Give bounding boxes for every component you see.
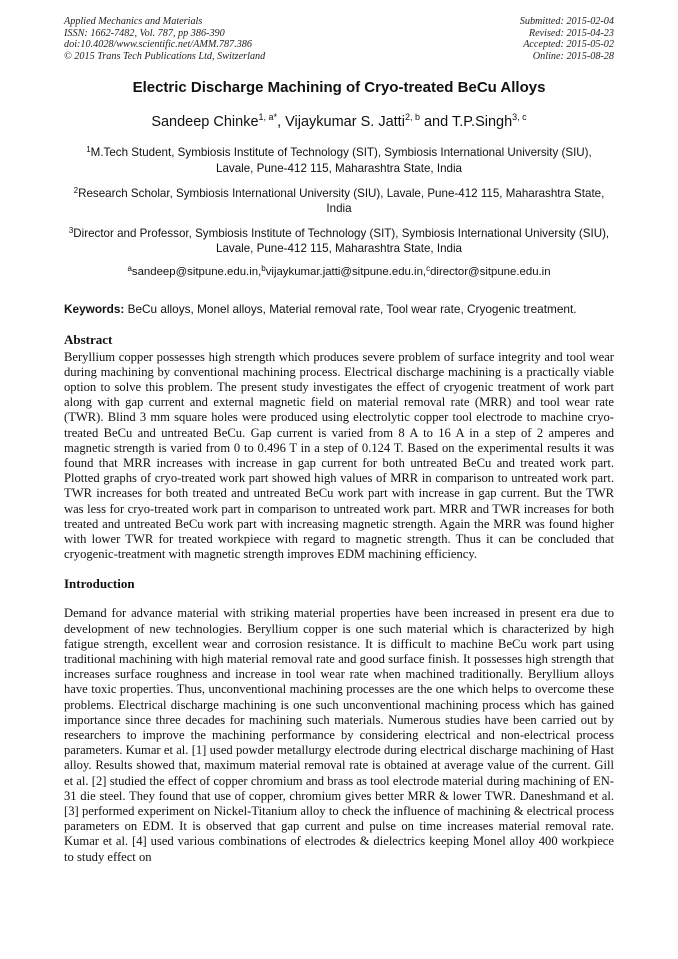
submission-dates <box>520 16 614 62</box>
author-separator: , <box>277 114 286 131</box>
author-name: Sandeep Chinke <box>151 114 259 131</box>
affiliation-text: Research Scholar, Symbiosis International University (SIU), Lavale, Pune-412 115, Maharashtra State, India <box>78 186 605 215</box>
journal-header <box>64 16 614 62</box>
paper-page <box>64 16 614 865</box>
affiliation-1 <box>64 145 614 175</box>
email-address[interactable]: vijaykumar.jatti@sitpune.edu.in, <box>265 265 427 278</box>
affiliation-2 <box>64 186 614 216</box>
affiliation-marker: 2 <box>73 185 79 195</box>
author-name: Vijaykumar S. Jatti <box>285 114 405 131</box>
journal-issn: ISSN: 1662-7482, Vol. 787, pp 386-390 <box>64 27 225 39</box>
journal-doi: doi:10.4028/www.scientific.net/AMM.787.386 <box>64 39 252 51</box>
author-list <box>64 114 614 130</box>
affiliation-marker: 3 <box>68 226 74 236</box>
email-address[interactable]: sandeep@sitpune.edu.in, <box>131 265 262 278</box>
abstract-heading: Abstract <box>64 331 113 347</box>
date-submitted: Submitted: 2015-02-04 <box>519 16 614 27</box>
email-marker: b <box>261 263 266 273</box>
journal-info <box>64 16 265 62</box>
introduction-heading: Introduction <box>64 576 135 592</box>
date-online: Online: 2015-08-28 <box>532 50 614 62</box>
journal-copyright: © 2015 Trans Tech Publications Ltd, Switzerland <box>64 50 266 62</box>
author-name: T.P.Singh <box>451 114 513 131</box>
author-superscript: 3, c <box>512 112 527 123</box>
affiliation-3 <box>64 226 614 256</box>
email-address[interactable]: director@sitpune.edu.in <box>430 265 551 278</box>
date-accepted: Accepted: 2015-05-02 <box>523 39 614 51</box>
keywords-text: BeCu alloys, Monel alloys, Material removal rate, Tool wear rate, Cryogenic treatment. <box>124 301 577 316</box>
keywords-label: Keywords: <box>64 301 125 316</box>
journal-name: Applied Mechanics and Materials <box>64 16 203 27</box>
author-separator: and <box>419 114 452 131</box>
affiliation-marker: 1 <box>86 145 91 155</box>
paper-title: Electric Discharge Machining of Cryo-treated BeCu Alloys <box>132 79 546 97</box>
affiliation-text: Director and Professor, Symbiosis Institute of Technology (SIT), Symbiosis International University (SIU), Lavale, Pune-412 115, Maharashtra State, India <box>73 227 610 256</box>
keywords <box>64 302 614 316</box>
author-superscript: 2, b <box>404 112 420 123</box>
email-list <box>64 263 614 278</box>
email-marker: a <box>127 263 132 273</box>
email-marker: c <box>426 263 431 273</box>
abstract-text: Beryllium copper possesses high strength which produces severe problem of surface integrity and tool wear during machining by conventional machining process. Electrical discharge machining is a practically viable option to solve this problem. The present study investigates the effect of cryogenic treatment of work part along with gap current and external magnetic field on material removal rate (MRR) and tool wear rate (TWR). Blind 3 mm square holes were produced using electrolytic copper tool electrode to machine cryo-treated BeCu and untreated BeCu. Gap current is varied from 8 A to 16 A in a step of 2 amperes and magnetic strength is varied from 0 to 0.496 T in a step of 0.124 T. Based on the experimental results it was found that MRR increases with increase in gap current for both untreated BeCu and treated work part. Plotted graphs of cryo-treated work part showed high values of MRR in comparison to untreated work part. TWR increases for both treated and untreated BeCu work part with increase in gap current. But the TWR was less for cryo-treated work part in comparison to untreated work part. MRR and TWR increases for both treated and untreated BeCu work part with increasing magnetic strength. Again the MRR was found higher with lower TWR for treated workpiece with regard to magnetic strength. Thus it can be concluded that cryogenic-treatment with magnetic strength improves EDM machining efficiency. <box>64 349 614 562</box>
affiliation-text: M.Tech Student, Symbiosis Institute of Technology (SIT), Symbiosis International University (SIU), Lavale, Pune-412 115, Maharashtra State, India <box>90 146 592 175</box>
date-revised: Revised: 2015-04-23 <box>528 27 614 39</box>
introduction-text: Demand for advance material with striking material properties have been increased in present era due to development of new technologies. Beryllium copper is one such material which is characterized by high fatigue strength, excellent wear and corrosion resistance. It is difficult to machine BeCu work part using traditional machining with high material removal rate and good surface finish. It possesses high strength that increases surface roughness and increase in tool wear rate when machined traditionally. Beryllium alloys have toxic properties. Thus, unconventional machining processes are the one which helps to overcome these problems. Electrical discharge machining is one such unconventional machining process which has gained importance since three decades for machining such materials. Numerous studies have been carried out by researchers to improve the machining performance by considering electrical and non-electrical process parameters. Kumar et al. [1] used powder metallurgy electrode during electrical discharge machining of Hast alloy. Results showed that, maximum material removal rate is obtained at average value of the current. Gill et al. [2] studied the effect of copper chromium and brass as tool electrode material during machining of EN-31 die steel. They found that use of copper, chromium gives better MRR & lower TWR. Daneshmand et al. [3] performed experiment on Nickel-Titanium alloy to check the influence of machining & electrical process parameters on EDM. It is observed that gap current and pulse on time increases material removal rate. Kumar et al. [4] used various combinations of electrodes & dielectrics keeping Monel alloy 400 workpiece to study effect on <box>64 606 614 864</box>
author-superscript: 1, a* <box>258 112 278 123</box>
